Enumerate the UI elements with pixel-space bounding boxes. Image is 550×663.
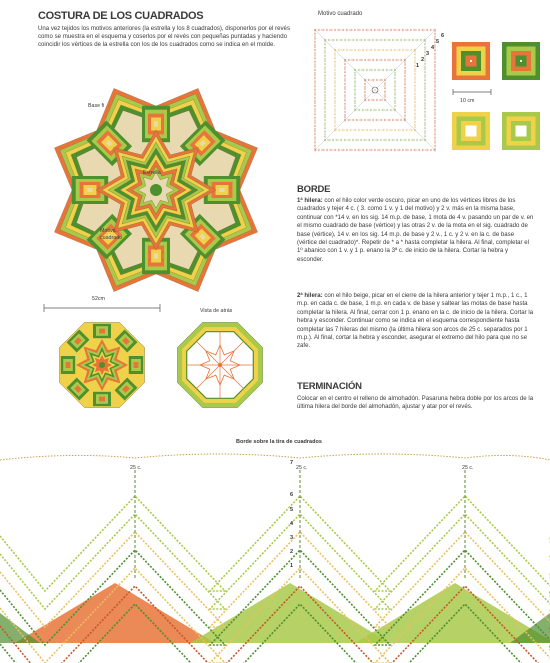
motif-number: 3: [426, 51, 430, 57]
row1-label: 1ª hilera:: [297, 197, 323, 204]
edge-chart: [0, 448, 550, 658]
dimension-10-label: 10 cm: [460, 98, 475, 104]
square-ring: [154, 121, 158, 126]
motif-number: 4: [431, 45, 435, 51]
octagon-front-view: [42, 315, 162, 415]
octagon-motif: [61, 356, 75, 374]
motif-chart: [305, 20, 445, 160]
star-center: [150, 184, 162, 196]
octagon-motif: [93, 392, 111, 406]
swatch-ring: [520, 60, 522, 62]
row2-label: 2ª hilera:: [297, 292, 323, 299]
octagon-motif-ring: [99, 397, 105, 402]
edge-row-number: 6: [290, 492, 294, 498]
edge-row-number: 3: [290, 535, 294, 541]
octagon-back-center: [218, 363, 222, 367]
motif-number: 2: [421, 57, 425, 63]
square-ring: [219, 188, 224, 192]
borde-row1: [297, 197, 535, 264]
borde-heading: BORDE: [297, 184, 331, 195]
octagon-motif: [93, 324, 111, 338]
motif-diagram-title: Motivo cuadrado: [318, 11, 363, 17]
stitch-count-a: 25 c.: [130, 465, 142, 471]
edge-row-number: 7: [290, 460, 294, 466]
row2-text: con el hilo beige, picar en el cierre de la hilera anterior y tejer 1 m.p., 1 c., 1 m.p. en cada c. de base, 1 m.p. en cada v. de base y saltear las motas de base hasta completar la hilera. Al final, cerrar con 1 p. enano en la c. de inicio de la hilera. Cortar la hebra y esconder. Continuar como se indica en el esquema correspondiente hasta completar las 7 hileras del mismo (la última hilera son arcos de 25 c. separados por 1 m.p.). Al final, cortar la hebra y esconder, asegurar el extremo del hilo para que no se zafe.: [297, 292, 534, 350]
motif-number: 6: [441, 33, 445, 39]
square-ring: [154, 253, 158, 258]
octagon-motif-ring: [66, 362, 71, 368]
octagon-back-view: [160, 315, 280, 415]
stitch-count-c: 25 c.: [462, 465, 474, 471]
octagon-motif-ring: [134, 362, 139, 368]
motif-number: 5: [436, 39, 440, 45]
edge-triangle: [190, 583, 390, 643]
octagon-center: [99, 362, 105, 368]
octagon-motif-ring: [99, 329, 105, 334]
edge-row-number: 5: [290, 507, 294, 513]
color-swatches: [450, 40, 550, 170]
swatch-ring: [466, 126, 477, 137]
borde-row2: [297, 292, 535, 351]
page-title: COSTURA DE LOS CUADRADOS: [38, 10, 204, 22]
swatch-ring: [470, 60, 472, 62]
edge-top-chain: [0, 454, 550, 460]
square-ring: [87, 188, 92, 192]
terminacion-heading: TERMINACIÓN: [297, 381, 362, 392]
edge-triangle: [0, 613, 40, 643]
edge-row-number: 4: [290, 521, 294, 527]
stitch-count-b: 25 c.: [296, 465, 308, 471]
intro-paragraph: Una vez tejidos los motivos anteriores (la estrella y los 8 cuadrados), disponerlos por el revés como se muestra en el esquema y coserlos por el revés con pequeñas puntadas y haciendo coincidir los vértices de la estrella con los de los cuadrados como se indica en el molde.: [38, 25, 290, 49]
swatch-ring: [516, 126, 527, 137]
edge-chart-title: Borde sobre la tira de cuadrados: [236, 439, 322, 445]
edge-row-number: 2: [290, 549, 294, 555]
motif-number: 1: [416, 63, 420, 69]
row1-text: con el hilo color verde oscuro, picar en uno de los vértices libres de los cuadrados y tejer 4 c. ( 3. como 1 v. y 1 del motivo) y 2 v. más en la misma base, continuar con *14 v. en los sig. 14 m.p. de base, 1 mota de 4 v. pasando un par de v. en el mismo cuadrado de base (vértice) y las otras 2 v. de la mota en el sig. cuadrado de base (vértice), 14 v. en los sig. 14 m.p. de base y 2 v., 1 c. y 2 v. en la c. de base (vértice del cuadrado)*. Repetir de * a * hasta completar la hilera. Al final, completar el 1º abanico con 1 v. y 1 p. enano la 3ª c. de inicio de la hilera. Cortar la hebra y esconder.: [297, 197, 534, 263]
star-cushion-diagram: [36, 80, 276, 300]
star-label: Estrella: [143, 170, 161, 176]
octagon-motif: [129, 356, 143, 374]
dimension-line: [42, 303, 162, 313]
back-view-label: Vista de atrás: [200, 308, 233, 314]
motif-label: Motivo cuadrado: [100, 228, 123, 241]
base-label: Base fi: [88, 103, 105, 109]
edge-row-number: 1: [290, 563, 294, 569]
dimension-10-line: [452, 88, 492, 96]
terminacion-text: Colocar en el centro el relleno de almohadón. Pasaruna hebra doble por los arcos de la última hilera del borde del almohadón, ajustar y atar por el revés.: [297, 395, 534, 411]
dimension-52-label: 52cm: [92, 296, 105, 302]
